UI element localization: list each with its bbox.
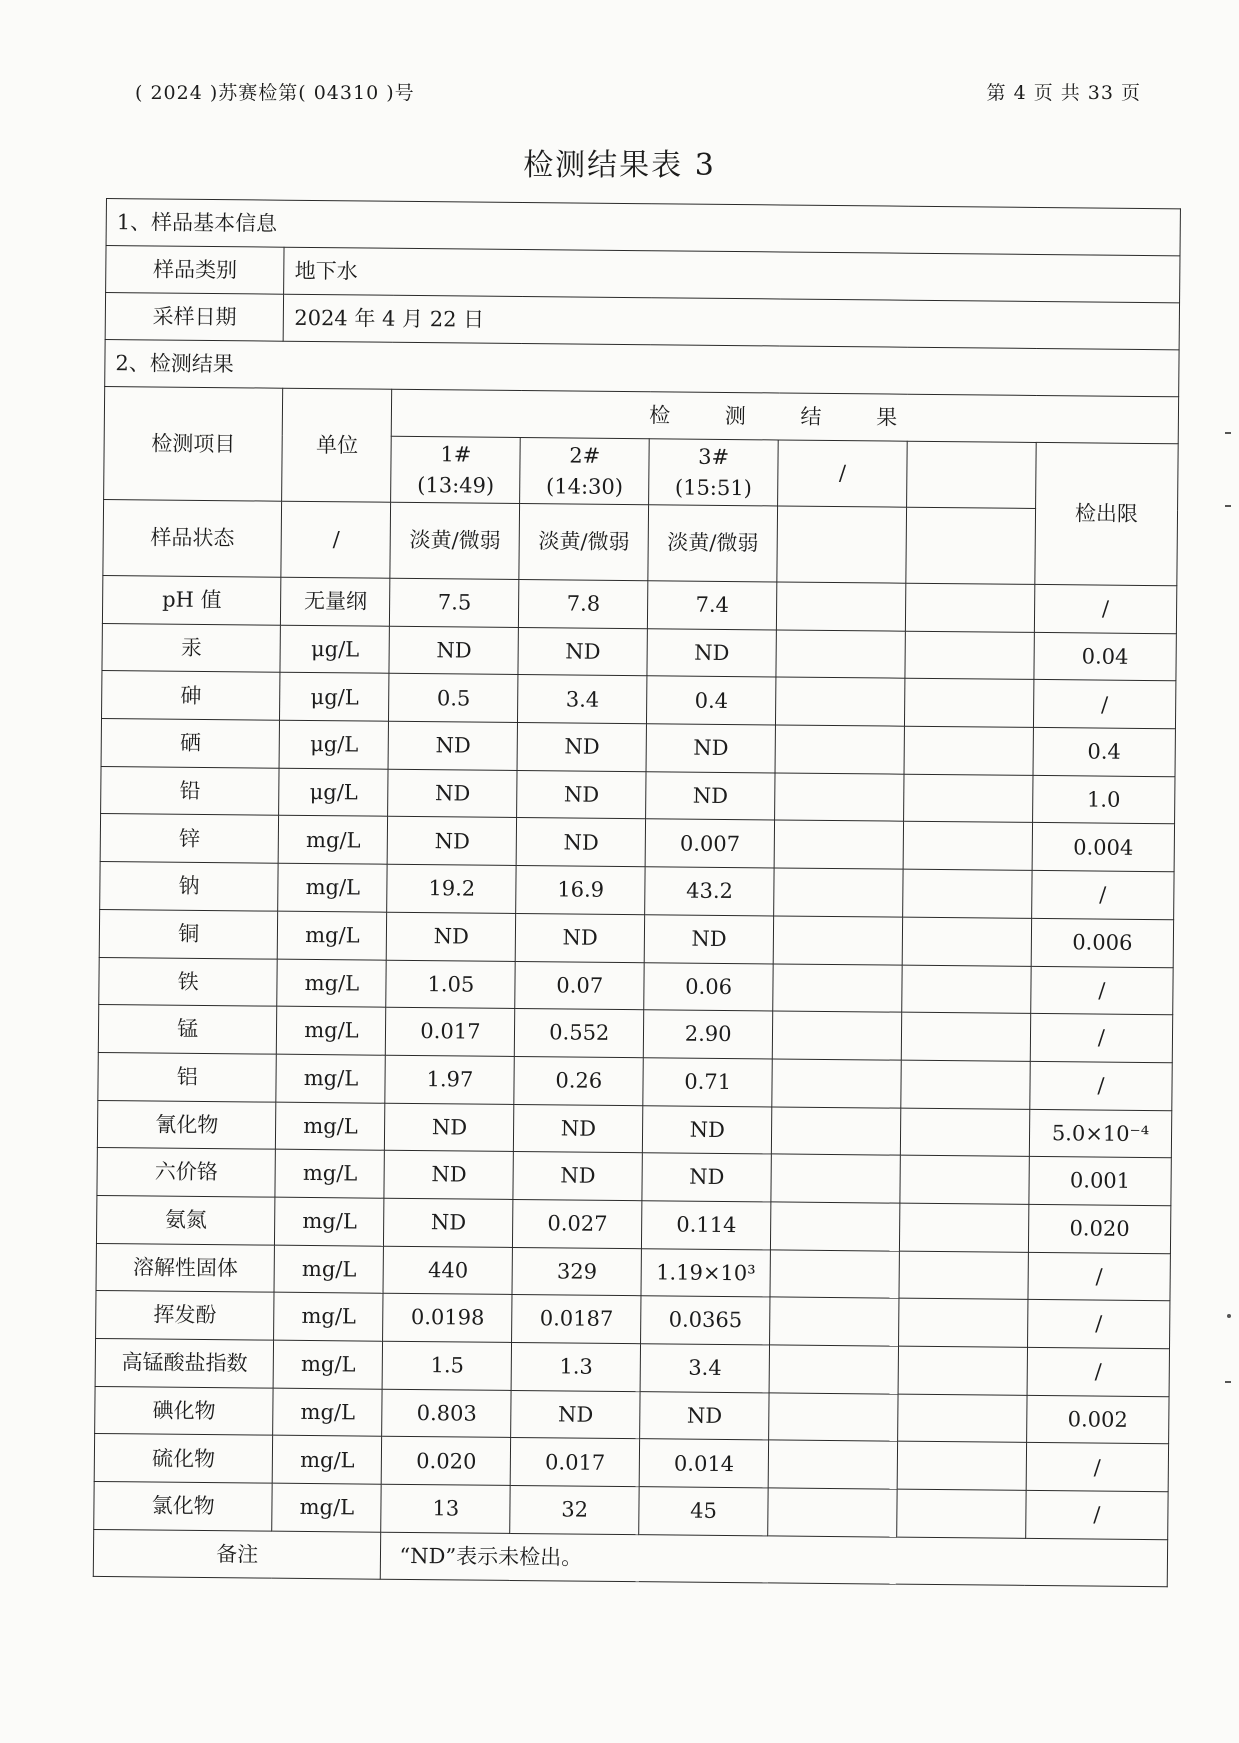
cell-unit: mg/L — [277, 1006, 386, 1055]
cell-sample-2: 0.552 — [515, 1009, 644, 1058]
scan-mark — [1225, 505, 1231, 507]
cell-item: 铜 — [99, 909, 278, 958]
cell-item: 锌 — [100, 814, 279, 863]
results-header-row — [104, 386, 1178, 443]
page-indicator: 第 4 页 共 33 页 — [986, 82, 1141, 104]
cell-empty-1 — [768, 1440, 897, 1489]
page-title: 检测结果表 3 — [523, 148, 716, 183]
state-sample-3: 淡黄/微弱 — [648, 505, 778, 582]
cell-empty-1 — [774, 820, 903, 869]
cell-sample-1: ND — [388, 769, 517, 818]
cell-empty-1 — [771, 1106, 900, 1155]
cell-empty-2 — [904, 774, 1033, 823]
cell-item: 钠 — [100, 862, 279, 911]
sample-type-value: 地下水 — [284, 247, 1180, 303]
cell-sample-3: 0.0365 — [641, 1296, 770, 1345]
cell-empty-2 — [897, 1489, 1026, 1538]
cell-sample-3: 0.71 — [643, 1058, 772, 1107]
sample-2-id: 2# — [569, 443, 601, 468]
cell-sample-3: 0.114 — [642, 1201, 771, 1250]
cell-sample-1: 0.803 — [382, 1389, 511, 1438]
slash-column-header: / — [778, 440, 908, 507]
cell-sample-2: 7.8 — [519, 579, 648, 628]
cell-sample-2: ND — [516, 913, 645, 962]
cell-sample-1: ND — [384, 1150, 513, 1199]
note-row — [93, 1529, 1167, 1586]
cell-limit: 0.020 — [1028, 1204, 1171, 1253]
cell-item: 硒 — [101, 719, 280, 768]
cell-limit: 0.001 — [1029, 1157, 1172, 1206]
cell-item: 氰化物 — [97, 1100, 276, 1149]
cell-sample-3: ND — [644, 915, 773, 964]
cell-limit: / — [1030, 1014, 1173, 1063]
cell-unit: mg/L — [276, 1102, 385, 1151]
sample-date-label: 采样日期 — [105, 293, 284, 342]
section2-heading: 2、检测结果 — [105, 339, 1179, 396]
cell-empty-2 — [904, 679, 1033, 728]
cell-sample-2: 0.26 — [514, 1056, 643, 1105]
cell-limit: 5.0×10⁻⁴ — [1029, 1109, 1172, 1158]
cell-limit: 1.0 — [1032, 775, 1175, 824]
cell-empty-2 — [902, 917, 1031, 966]
sample-date-value: 2024 年 4 月 22 日 — [284, 294, 1180, 350]
cell-unit: mg/L — [278, 911, 387, 960]
cell-sample-3: 0.014 — [639, 1439, 768, 1488]
scan-mark — [1225, 432, 1231, 434]
note-label: 备注 — [93, 1529, 381, 1579]
cell-sample-2: ND — [513, 1152, 642, 1201]
cell-limit: 0.002 — [1026, 1395, 1169, 1444]
results-table — [93, 198, 1181, 1587]
sample-1-id: 1# — [440, 442, 472, 467]
cell-sample-2: 0.07 — [515, 961, 644, 1010]
cell-empty-1 — [769, 1393, 898, 1442]
cell-limit: / — [1026, 1443, 1169, 1492]
cell-item: 高锰酸盐指数 — [95, 1338, 274, 1387]
col-limit-header: 检出限 — [1035, 442, 1178, 585]
cell-limit: / — [1031, 966, 1174, 1015]
cell-unit: mg/L — [275, 1197, 384, 1246]
cell-unit: mg/L — [274, 1340, 383, 1389]
cell-sample-1: ND — [384, 1198, 513, 1247]
results-frame — [92, 198, 1180, 1618]
cell-empty-2 — [904, 726, 1033, 775]
cell-limit: / — [1028, 1252, 1171, 1301]
cell-limit: / — [1027, 1300, 1170, 1349]
cell-unit: μg/L — [280, 625, 389, 674]
cell-sample-1: 0.017 — [386, 1007, 515, 1056]
cell-item: 六价铬 — [97, 1148, 276, 1197]
cell-item: 汞 — [102, 623, 281, 672]
cell-sample-3: ND — [646, 724, 775, 773]
cell-empty-2 — [903, 822, 1032, 871]
cell-empty-2 — [897, 1442, 1026, 1491]
cell-sample-3: ND — [646, 771, 775, 820]
state-unit: / — [281, 501, 391, 578]
cell-sample-1: 0.5 — [389, 674, 518, 723]
cell-empty-1 — [775, 773, 904, 822]
cell-unit: mg/L — [277, 959, 386, 1008]
state-empty-2 — [906, 507, 1036, 584]
state-sample-2: 淡黄/微弱 — [519, 503, 649, 580]
cell-sample-1: 19.2 — [387, 864, 516, 913]
cell-sample-3: 3.4 — [640, 1344, 769, 1393]
cell-sample-1: 0.0198 — [383, 1294, 512, 1343]
sample-3-time: (15:51) — [674, 474, 752, 500]
cell-unit: 无量纲 — [281, 577, 390, 626]
sample-3-header — [649, 439, 779, 506]
cell-sample-1: 440 — [383, 1246, 512, 1295]
cell-unit: mg/L — [276, 1054, 385, 1103]
cell-item: 铝 — [98, 1052, 277, 1101]
cell-item: 碘化物 — [95, 1386, 274, 1435]
cell-item: 砷 — [102, 671, 281, 720]
cell-limit: / — [1027, 1347, 1170, 1396]
sample-2-time: (14:30) — [545, 473, 624, 499]
cell-sample-2: 1.3 — [511, 1342, 640, 1391]
cell-sample-3: 43.2 — [645, 867, 774, 916]
cell-sample-2: ND — [517, 770, 646, 819]
state-sample-1: 淡黄/微弱 — [390, 502, 520, 579]
cell-sample-2: 16.9 — [516, 866, 645, 915]
cell-unit: mg/L — [273, 1388, 382, 1437]
report-number: ( 2024 )苏赛检第( 04310 )号 — [135, 82, 415, 104]
sample-type-label: 样品类别 — [106, 246, 285, 295]
cell-unit: mg/L — [279, 816, 388, 865]
cell-unit: mg/L — [278, 863, 387, 912]
cell-empty-2 — [900, 1155, 1029, 1204]
cell-sample-1: 0.020 — [382, 1437, 511, 1486]
cell-limit: / — [1034, 584, 1177, 633]
cell-sample-1: ND — [389, 626, 518, 675]
cell-sample-3: 0.4 — [647, 676, 776, 725]
cell-sample-1: 7.5 — [390, 578, 519, 627]
cell-empty-1 — [773, 963, 902, 1012]
cell-sample-1: ND — [389, 721, 518, 770]
cell-item: 铁 — [99, 957, 278, 1006]
cell-sample-3: 7.4 — [648, 581, 777, 630]
cell-sample-1: 1.05 — [386, 960, 515, 1009]
cell-unit: mg/L — [274, 1292, 383, 1341]
sample-1-header — [391, 436, 521, 503]
cell-empty-1 — [770, 1297, 899, 1346]
col-unit-header: 单位 — [282, 388, 392, 502]
cell-empty-1 — [775, 725, 904, 774]
cell-item: 氯化物 — [94, 1482, 273, 1531]
cell-limit: / — [1026, 1490, 1169, 1539]
cell-empty-1 — [772, 1011, 901, 1060]
cell-empty-1 — [774, 868, 903, 917]
cell-sample-3: ND — [647, 628, 776, 677]
cell-item: 溶解性固体 — [96, 1243, 275, 1292]
cell-empty-2 — [898, 1298, 1027, 1347]
cell-empty-1 — [773, 916, 902, 965]
cell-empty-2 — [899, 1251, 1028, 1300]
cell-sample-1: ND — [385, 1103, 514, 1152]
cell-empty-2 — [901, 1060, 1030, 1109]
cell-sample-3: ND — [640, 1391, 769, 1440]
cell-empty-1 — [768, 1488, 897, 1537]
cell-sample-2: 329 — [512, 1247, 641, 1296]
cell-empty-1 — [769, 1345, 898, 1394]
cell-sample-2: 0.017 — [511, 1438, 640, 1487]
cell-sample-1: 1.5 — [383, 1341, 512, 1390]
cell-sample-3: 1.19×10³ — [641, 1248, 770, 1297]
state-empty-1 — [777, 506, 907, 583]
cell-sample-1: 13 — [381, 1484, 510, 1533]
cell-sample-2: ND — [517, 723, 646, 772]
cell-item: pH 值 — [102, 575, 281, 624]
cell-limit: / — [1031, 871, 1174, 920]
cell-sample-3: 0.06 — [644, 962, 773, 1011]
cell-unit: mg/L — [273, 1436, 382, 1485]
cell-sample-3: ND — [643, 1105, 772, 1154]
cell-sample-2: 0.0187 — [512, 1295, 641, 1344]
cell-limit: 0.006 — [1031, 918, 1174, 967]
cell-sample-2: 32 — [510, 1486, 639, 1535]
cell-sample-3: ND — [642, 1153, 771, 1202]
cell-sample-1: ND — [388, 817, 517, 866]
cell-empty-1 — [771, 1202, 900, 1251]
cell-unit: mg/L — [275, 1149, 384, 1198]
cell-sample-2: ND — [518, 627, 647, 676]
cell-sample-1: ND — [387, 912, 516, 961]
cell-limit: / — [1033, 680, 1176, 729]
cell-item: 硫化物 — [94, 1434, 273, 1483]
cell-item: 铅 — [101, 766, 280, 815]
cell-limit: 0.4 — [1033, 727, 1176, 776]
col-results-header: 检 测 结 果 — [392, 389, 1179, 444]
cell-empty-1 — [776, 677, 905, 726]
cell-empty-2 — [900, 1108, 1029, 1157]
cell-limit: 0.004 — [1032, 823, 1175, 872]
scan-mark — [1227, 1314, 1231, 1318]
cell-item: 挥发酚 — [96, 1291, 275, 1340]
cell-sample-1: 1.97 — [385, 1055, 514, 1104]
cell-sample-2: ND — [511, 1390, 640, 1439]
cell-unit: μg/L — [279, 720, 388, 769]
cell-sample-2: 3.4 — [518, 675, 647, 724]
cell-empty-1 — [770, 1250, 899, 1299]
cell-limit: 0.04 — [1034, 632, 1177, 681]
cell-sample-2: ND — [514, 1104, 643, 1153]
state-label: 样品状态 — [103, 499, 282, 577]
cell-empty-2 — [905, 631, 1034, 680]
cell-sample-3: 2.90 — [644, 1010, 773, 1059]
cell-item: 锰 — [98, 1005, 277, 1054]
cell-empty-1 — [771, 1154, 900, 1203]
cell-unit: mg/L — [274, 1245, 383, 1294]
cell-empty-2 — [899, 1203, 1028, 1252]
cell-item: 氨氮 — [96, 1195, 275, 1244]
cell-sample-3: 0.007 — [645, 819, 774, 868]
note-text: “ND”表示未检出。 — [381, 1532, 1168, 1587]
cell-empty-2 — [902, 965, 1031, 1014]
cell-empty-2 — [898, 1394, 1027, 1443]
cell-empty-2 — [903, 869, 1032, 918]
cell-unit: μg/L — [279, 768, 388, 817]
cell-sample-2: 0.027 — [513, 1199, 642, 1248]
cell-unit: μg/L — [280, 673, 389, 722]
cell-empty-1 — [776, 582, 905, 631]
sample-3-id: 3# — [698, 444, 730, 470]
cell-empty-1 — [772, 1059, 901, 1108]
col-item-header: 检测项目 — [104, 386, 284, 501]
cell-sample-3: 45 — [639, 1487, 768, 1536]
cell-unit: mg/L — [272, 1483, 381, 1532]
cell-empty-2 — [901, 1012, 1030, 1061]
scan-mark — [1225, 1381, 1231, 1383]
cell-limit: / — [1030, 1061, 1173, 1110]
sample-1-time: (13:49) — [417, 472, 495, 498]
cell-empty-2 — [898, 1346, 1027, 1395]
empty-column-header — [907, 441, 1037, 508]
cell-empty-1 — [776, 630, 905, 679]
cell-sample-2: ND — [516, 818, 645, 867]
sample-2-header — [520, 437, 650, 504]
sample-state-row — [103, 499, 1178, 585]
section1-heading: 1、样品基本信息 — [106, 199, 1180, 256]
cell-empty-2 — [905, 583, 1034, 632]
